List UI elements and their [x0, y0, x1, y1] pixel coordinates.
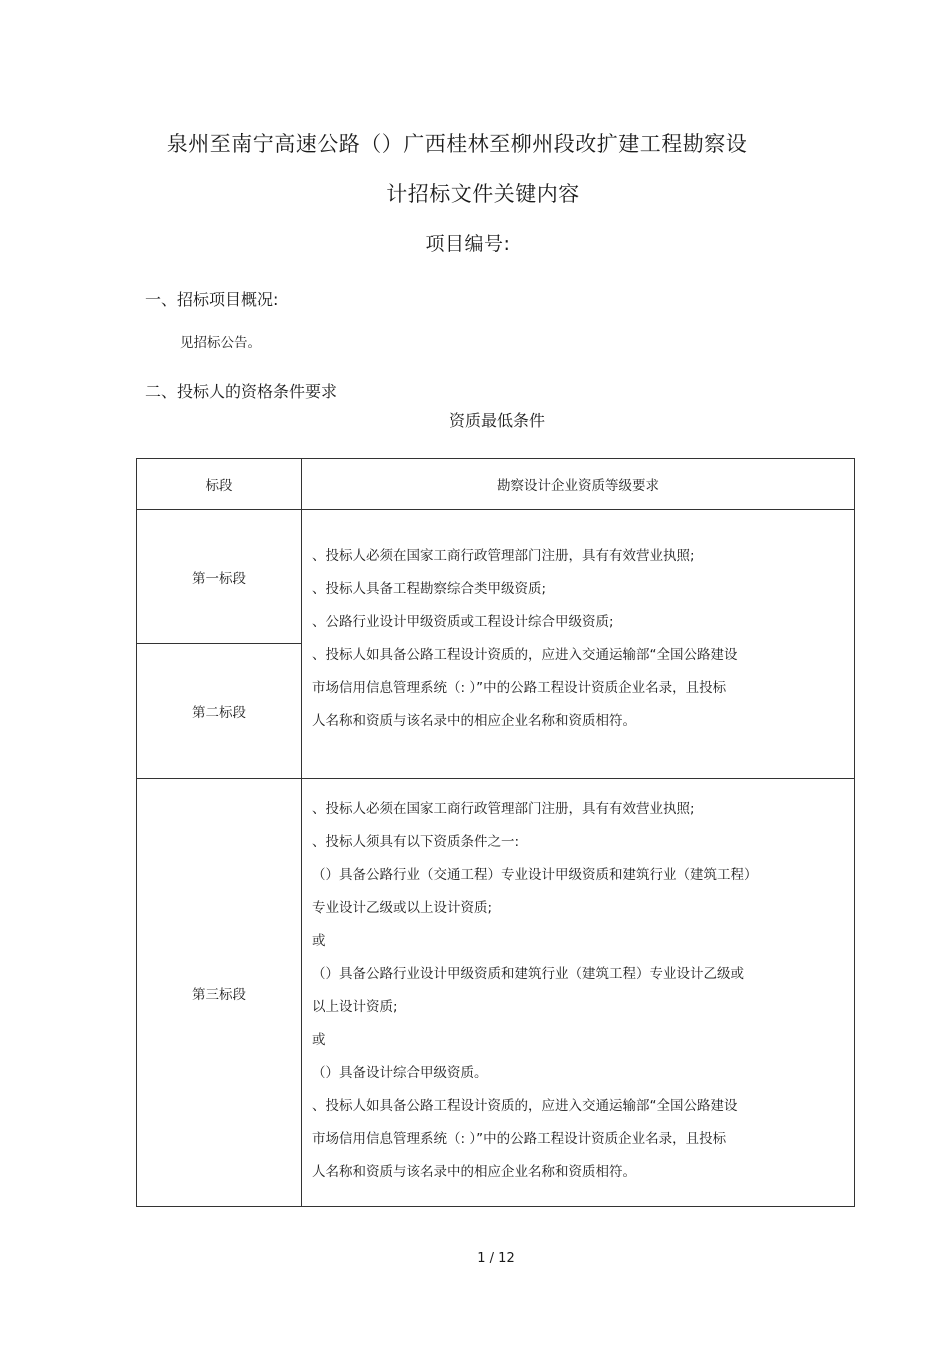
project-number-label: 项目编号: [425, 233, 511, 255]
segment-cell: 第一标段 [137, 510, 302, 644]
requirement-cell [302, 779, 855, 1207]
qualification-table [136, 458, 855, 1207]
document-title-line-1: 泉州至南宁高速公路（）广西桂林至柳州段改扩建工程勘察设 [166, 132, 748, 156]
requirement-line: （）具备公路行业设计甲级资质和建筑行业（建筑工程）专业设计乙级或 [312, 966, 744, 982]
requirement-line: 或 [312, 1032, 326, 1048]
table-row [137, 510, 855, 644]
requirement-line: （）具备设计综合甲级资质。 [312, 1065, 488, 1081]
requirement-line: 、投标人如具备公路工程设计资质的，应进入交通运输部“全国公路建设 [312, 647, 738, 663]
table-caption: 资质最低条件 [448, 411, 545, 430]
document-title-line-2: 计招标文件关键内容 [386, 182, 580, 206]
table-header-row [137, 459, 855, 510]
requirement-cell [302, 510, 855, 779]
requirement-line: 、公路行业设计甲级资质或工程设计综合甲级资质; [312, 614, 614, 630]
header-requirement: 勘察设计企业资质等级要求 [302, 459, 855, 510]
requirement-line: 、投标人具备工程勘察综合类甲级资质; [312, 581, 547, 597]
table-row [137, 779, 855, 1207]
requirement-line: 、投标人必须在国家工商行政管理部门注册，具有有效营业执照; [312, 548, 695, 564]
section-1-body: 见招标公告。 [180, 335, 261, 351]
requirement-line: 市场信用信息管理系统（: ）”中的公路工程设计资质企业名录，且投标 [312, 680, 727, 696]
segment-cell: 第三标段 [137, 779, 302, 1207]
requirement-line: （）具备公路行业（交通工程）专业设计甲级资质和建筑行业（建筑工程） [312, 867, 758, 883]
section-1-heading: 一、招标项目概况: [145, 290, 279, 309]
requirement-line: 或 [312, 933, 326, 949]
segment-cell: 第二标段 [137, 644, 302, 779]
requirement-line: 、投标人必须在国家工商行政管理部门注册，具有有效营业执照; [312, 801, 695, 817]
requirement-line: 、投标人须具有以下资质条件之一: [312, 834, 520, 850]
requirement-line: 人名称和资质与该名录中的相应企业名称和资质相符。 [312, 1164, 636, 1180]
page-number: 1 / 12 [477, 1251, 515, 1266]
requirement-line: 人名称和资质与该名录中的相应企业名称和资质相符。 [312, 713, 636, 729]
requirement-line: 以上设计资质; [312, 999, 398, 1015]
requirement-line: 专业设计乙级或以上设计资质; [312, 900, 493, 916]
requirement-line: 市场信用信息管理系统（: ）”中的公路工程设计资质企业名录，且投标 [312, 1131, 727, 1147]
requirement-line: 、投标人如具备公路工程设计资质的，应进入交通运输部“全国公路建设 [312, 1098, 738, 1114]
section-2-heading: 二、投标人的资格条件要求 [145, 382, 338, 401]
header-segment: 标段 [137, 459, 302, 510]
